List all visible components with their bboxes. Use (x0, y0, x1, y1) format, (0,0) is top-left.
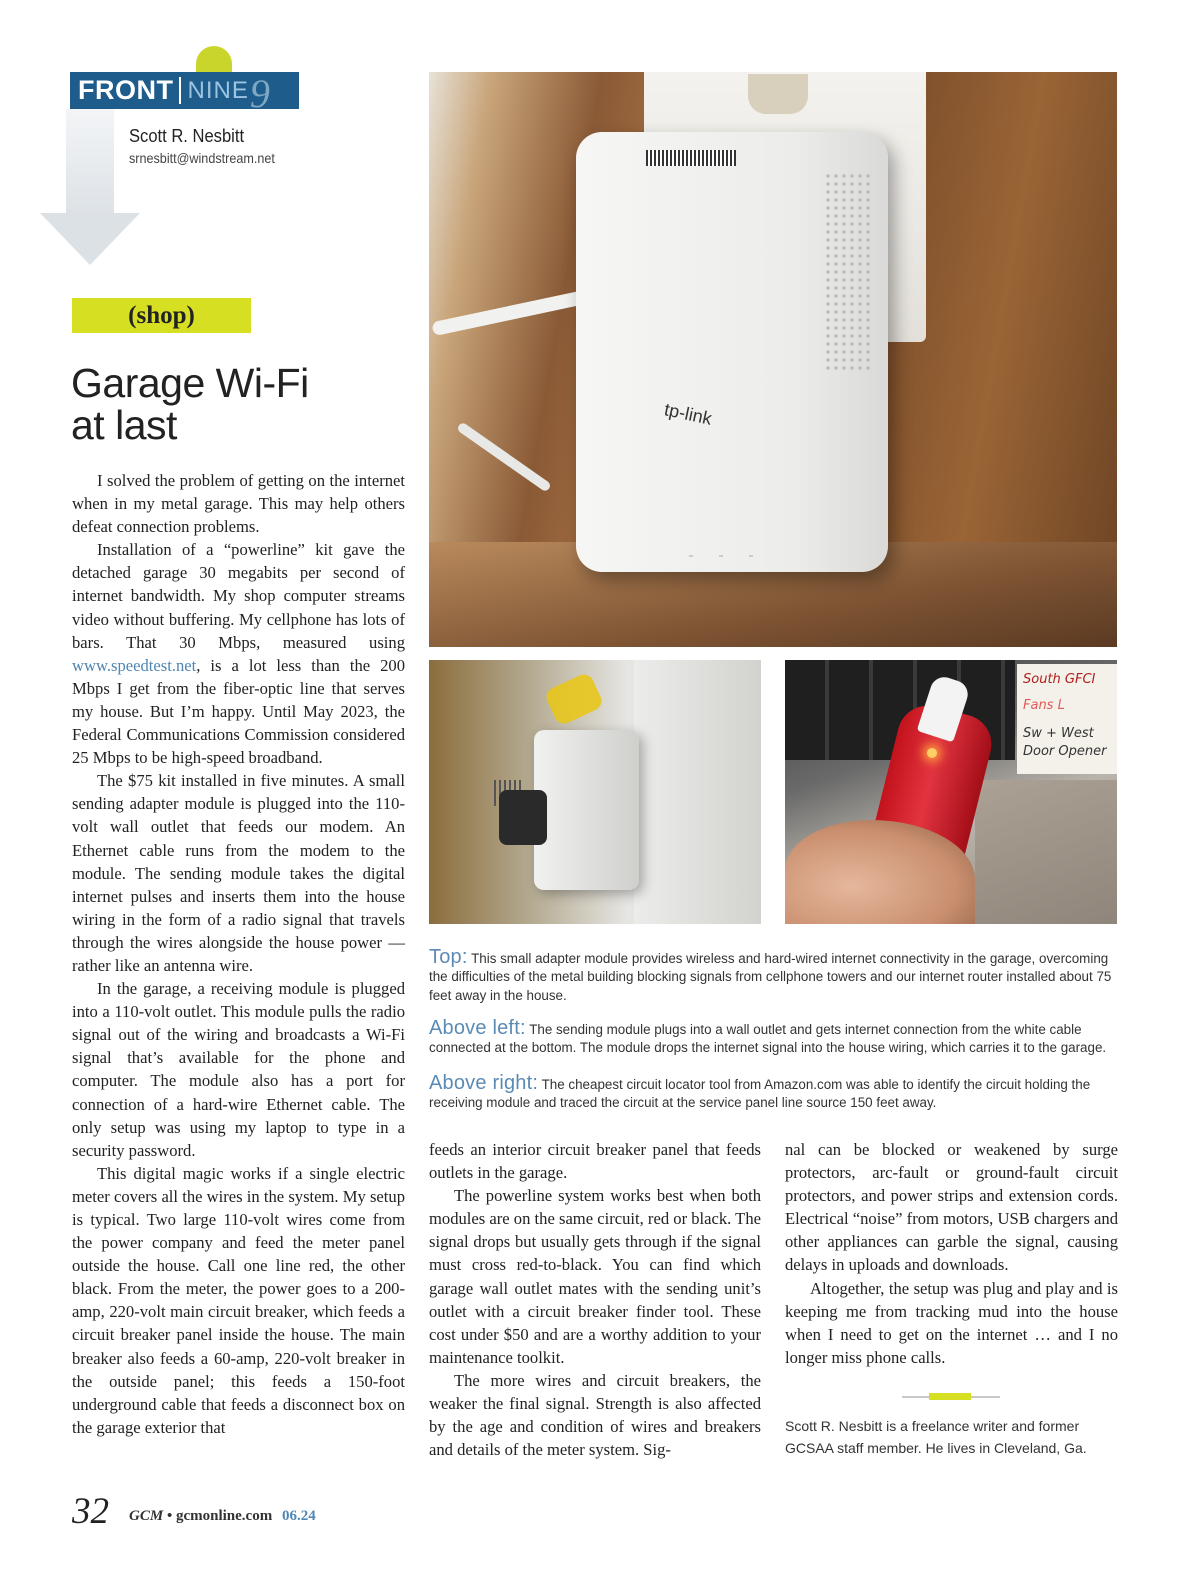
ethernet-cable (456, 421, 552, 492)
paragraph: nal can be blocked or weakened by surge protectors, arc-fault or ground-fault circuit protectors, and power strips and extension cords. Electrical “noise” from motors, USB chargers and other appliances can garble the signal, causing delays in uploads and downloads. (785, 1140, 1118, 1275)
caption-label: Above left: (429, 1017, 526, 1039)
paragraph: Altogether, the setup was plug and play and is keeping me from tracking mud into the house when I need to get on the internet … and I no longer miss phone calls. (785, 1278, 1118, 1367)
caption-top (429, 948, 1117, 1005)
note-line: Door Opener (1023, 744, 1107, 759)
page-number: 32 (72, 1491, 109, 1532)
photo-receiving-module (429, 72, 1117, 647)
wall-surface (975, 780, 1117, 924)
caption-above-right (429, 1074, 1117, 1113)
arrow-graphic-stem (66, 109, 114, 213)
article-column-2 (429, 1138, 761, 1461)
sending-adapter (534, 730, 639, 890)
yellow-plug (543, 671, 604, 727)
logo-accent-shape (196, 46, 232, 72)
handwritten-note (1017, 664, 1117, 774)
tester-led-icon (927, 748, 937, 758)
paragraph: The powerline system works best when both modules are on the same circuit, red or black. The signal drops but usually gets through if the signal must cross red-to-black. You can find which garage wall outlet mates with the sending unit’s outlet with a circuit breaker finder tool. These cost under $50 and are a worthy addition to your maintenance toolkit. (429, 1186, 761, 1367)
paragraph: feeds an interior circuit breaker panel that feeds outlets in the garage. (429, 1140, 761, 1183)
paragraph-text: , is a lot less than the 200 Mbps I get from the fiber-optic line that serves my house. But I’m happy. Until May 2023, the Federal Communications Commission considered 25 Mbps to be high-speed broadband. (72, 655, 405, 768)
paragraph: In the garage, a receiving module is plugged into a 110-volt outlet. This module pulls the radio signal out of the wiring and broadcasts a Wi-Fi signal that’s available for the phone and computer. The module also has a port for connection of a hard-wire Ethernet cable. The only setup was using my laptop to type in a security password. (72, 979, 405, 1160)
article-title-line-2: at last (71, 402, 177, 448)
logo-divider (179, 77, 181, 104)
logo-front-text: FRONT (78, 75, 174, 105)
caption-text: The sending module plugs into a wall outlet and gets internet connection from the white cable connected at the bottom. The module drops the internet signal into the house wiring, which carries it to the garage. (429, 1022, 1107, 1056)
photo-sending-module (429, 660, 761, 924)
photo-circuit-locator (785, 660, 1117, 924)
footer-bullet: • (166, 1508, 173, 1524)
paragraph: The more wires and circuit breakers, the weaker the final signal. Strength is also affected by the age and condition of wires and breakers and details of the meter system. Sig- (429, 1370, 761, 1460)
column-logo (70, 71, 299, 116)
caption-label: Above right: (429, 1072, 539, 1094)
barcode-label (646, 150, 736, 166)
article-title-line-1: Garage Wi-Fi (71, 360, 309, 406)
caption-text: The cheapest circuit locator tool from Amazon.com was able to identify the circuit holding the receiving module and traced the circuit at the service panel line source 150 feet away. (429, 1077, 1091, 1111)
article-title (71, 362, 411, 446)
speedtest-link[interactable]: www.speedtest.net (72, 655, 197, 675)
publication-name: GCM (129, 1508, 164, 1524)
arrow-down-icon (40, 213, 140, 265)
paragraph-text: Installation of a “powerline” kit gave the detached garage 30 megabits per second of internet bandwidth. My shop computer streams video without buffering. My cellphone has lots of bars. That 30 Mbps, measured using (72, 540, 405, 652)
article-column-1 (72, 469, 405, 1439)
paragraph: The $75 kit installed in five minutes. A small sending adapter module is plugged into the 110-volt wall outlet that feeds our modem. An Ethernet cable runs from the modem to the module. The sending module takes the digital internet pulses and inserts them into the house wiring in the form of a radio signal that travels through the wires alongside the house power — rather like an antenna wire. (72, 771, 405, 975)
adapter-vent-grille (824, 172, 874, 372)
paragraph (72, 538, 405, 769)
black-plug (499, 790, 547, 845)
article-column-3 (785, 1138, 1118, 1369)
paragraph: I solved the problem of getting on the internet when in my metal garage. This may help others defeat connection problems. (72, 471, 405, 537)
byline-author: Scott R. Nesbitt (129, 126, 245, 146)
logo-nine-text: NINE (187, 76, 249, 104)
tp-link-logo: tp-link (662, 399, 714, 429)
paragraph: This digital magic works if a single electric meter covers all the wires in the system. My setup is typical. Two large 110-volt wires come from the power company and feed the meter panel outside the house. Call one line red, the other black. From the meter, the power goes to a 200-amp, 220-volt main circuit breaker, which feeds a circuit breaker panel inside the house. The main breaker also feeds a 60-amp, 220-volt breaker in the outside panel; this feeds a 150-foot underground cable that feeds a disconnect box on the garage exterior that (72, 1163, 405, 1437)
logo-nine-numeral: 9 (249, 71, 270, 116)
powerline-adapter (576, 132, 888, 572)
note-line: Sw + West (1023, 726, 1094, 741)
status-lights (676, 552, 756, 560)
wall-surface (634, 660, 761, 924)
caption-above-left (429, 1019, 1117, 1058)
footer-meta (129, 1508, 316, 1525)
caption-text: This small adapter module provides wireless and hard-wired internet connectivity in the garage, overcoming the difficulties of the metal building blocking signals from cellphone towers and our internet router installed about 75 feet away in the house. (429, 951, 1112, 1003)
note-line: Fans L (1023, 698, 1065, 713)
outlet-socket (748, 74, 808, 114)
note-line: South GFCI (1023, 672, 1096, 687)
author-bio: Scott R. Nesbitt is a freelance writer and former GCSAA staff member. He lives in Cleveland, Ga. (785, 1418, 1087, 1456)
byline-email: srnesbitt@windstream.net (129, 150, 275, 166)
section-badge: (shop) (72, 298, 251, 333)
caption-label: Top: (429, 946, 468, 968)
issue-date: 06.24 (281, 1508, 316, 1524)
end-of-article-accent (929, 1393, 971, 1400)
publication-website: gcmonline.com (175, 1508, 273, 1524)
